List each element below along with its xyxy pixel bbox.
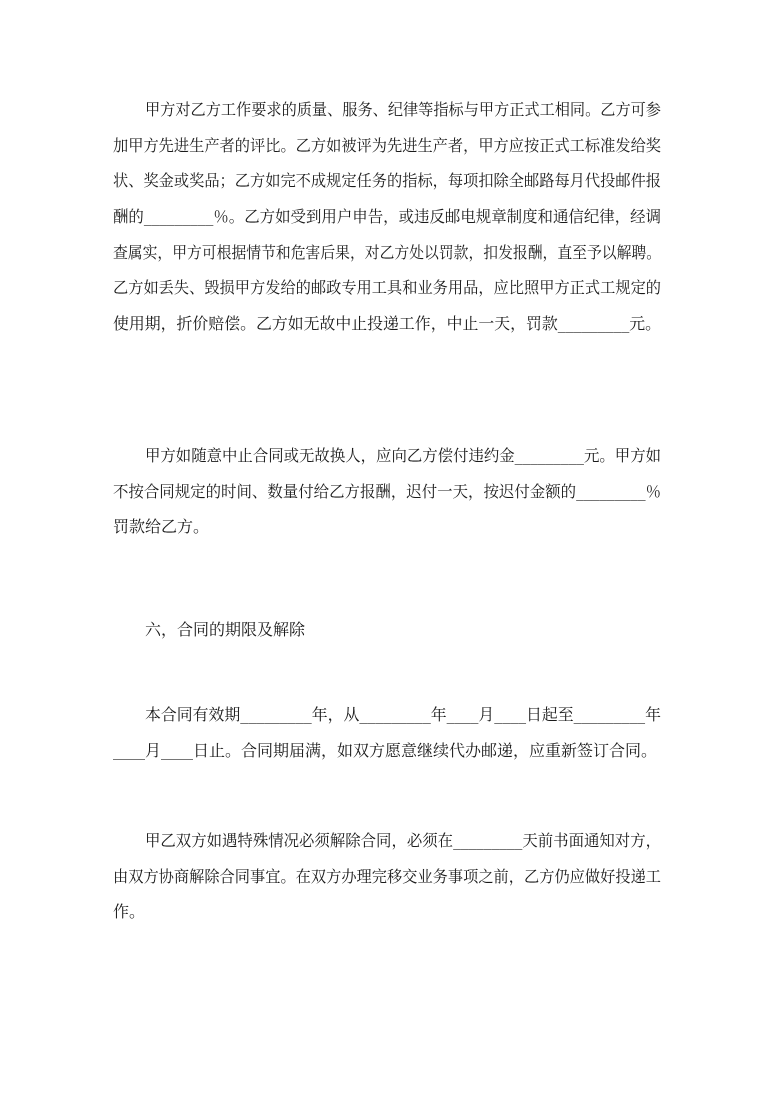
paragraph-contract-term: [113, 697, 661, 768]
paragraph-line: 由双方协商解除合同事宜。在双方办理完移交业务事项之前，乙方仍应做好投递工: [113, 866, 662, 886]
paragraph-line: 使用期，折价赔偿。乙方如无故中止投递工作，中止一天，罚款_________元。: [113, 314, 662, 334]
paragraph-line: 状、奖金或奖品；乙方如完不成规定任务的指标，每项扣除全邮路每月代投邮件报: [113, 171, 662, 191]
paragraph-line: 本合同有效期_________年，从_________年____月____日起至_________年: [145, 705, 662, 724]
paragraph-line: 不按合同规定的时间、数量付给乙方报酬，迟付一天，按迟付金额的_________％: [113, 481, 662, 501]
paragraph-line: 罚款给乙方。: [113, 517, 210, 537]
paragraph-line: 甲方如随意中止合同或无故换人，应向乙方偿付违约金_________元。甲方如: [145, 446, 662, 465]
paragraph-quality-requirements: [113, 92, 661, 342]
paragraph-line: 作。: [113, 902, 146, 922]
paragraph-line: 甲方对乙方工作要求的质量、服务、纪律等指标与甲方正式工相同。乙方可参: [145, 100, 661, 119]
paragraph-line: 甲乙双方如遇特殊情况必须解除合同，必须在_________天前书面通知对方，: [145, 831, 662, 850]
paragraph-line: ____月____日止。合同期届满，如双方愿意继续代办邮递，应重新签订合同。: [113, 740, 658, 760]
paragraph-line: 加甲方先进生产者的评比。乙方如被评为先进生产者，甲方应按正式工标准发给奖: [113, 135, 662, 155]
paragraph-line: 酬的_________％。乙方如受到用户申告，或违反邮电规章制度和通信纪律，经调: [113, 207, 662, 227]
paragraph-contract-termination: [113, 823, 661, 930]
paragraph-party-a-breach: [113, 438, 661, 545]
paragraph-line: 查属实，甲方可根据情节和危害后果，对乙方处以罚款，扣发报酬，直至予以解聘。: [113, 242, 662, 262]
paragraph-line: 乙方如丢失、毁损甲方发给的邮政专用工具和业务用品，应比照甲方正式工规定的: [113, 278, 662, 298]
section-heading: 六，合同的期限及解除: [145, 620, 306, 639]
